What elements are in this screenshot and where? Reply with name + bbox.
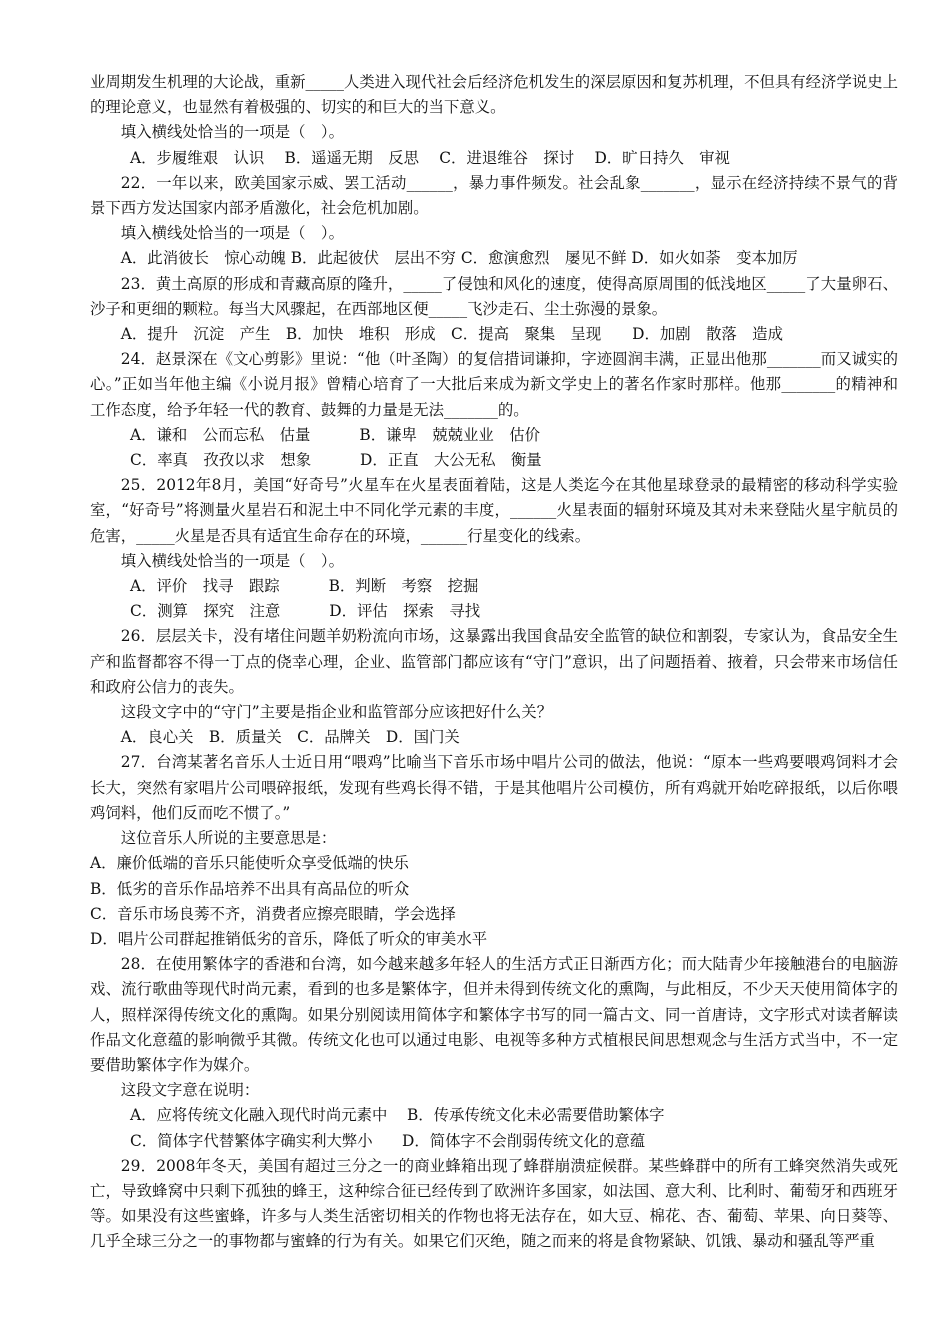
- q27-option-b: B．低劣的音乐作品培养不出具有高品位的听众: [90, 879, 410, 898]
- q21-prompt: 填入横线处恰当的一项是（ ）。: [120, 123, 344, 142]
- q24-stem: 24．赵景深在《文心剪影》里说：“他（叶圣陶）的复信措词谦抑，字迹圆润丰满，正显出他那_______而又诚实的心。”正如当年他主编《小说月报》曾精心培育了一大批后来成为新文学史上的著名作家时那样。他那_______的精神和工作态度，给予年轻一代的教育、鼓舞的力量是无法_______的。: [90, 350, 898, 419]
- q25-prompt: 填入横线处恰当的一项是（ ）。: [120, 551, 344, 570]
- q28-option-d: D．简体字不会削弱传统文化的意蕴: [402, 1131, 646, 1150]
- q27-option-a: A．廉价低端的音乐只能使听众享受低端的快乐: [90, 854, 409, 873]
- q22-prompt: 填入横线处恰当的一项是（ ）。: [120, 224, 344, 243]
- q22-options: A．此消彼长 惊心动魄 B．此起彼伏 层出不穷 C．愈演愈烈 屡见不鲜 D．如火如荼 变本加厉: [120, 249, 798, 268]
- q25-option-d: D．评估 探索 寻找: [329, 602, 481, 621]
- q24-option-b: B．谦卑 兢兢业业 估价: [359, 425, 540, 444]
- q24-option-a: A．谦和 公而忘私 估量: [130, 425, 311, 444]
- q26-prompt: 这段文字中的“守门”主要是指企业和监管部分应该把好什么关？: [120, 703, 553, 722]
- q27-option-c: C．音乐市场良莠不齐，消费者应擦亮眼睛，学会选择: [90, 904, 456, 923]
- q25-option-a: A．评价 找寻 跟踪: [130, 577, 280, 596]
- q28-option-a: A．应将传统文化融入现代时尚元素中: [130, 1106, 388, 1125]
- q26-options: A．良心关 B．质量关 C．品牌关 D．国门关: [120, 728, 460, 747]
- q28-prompt: 这段文字意在说明：: [120, 1081, 260, 1100]
- q25-stem: 25．2012年8月，美国“好奇号”火星车在火星表面着陆，这是人类迄今在其他星球登录的最精密的移动科学实验室，“好奇号”将测量火星岩石和泥土中不同化学元素的丰度，______火星表面的辐射环境及其对未来登陆火星宇航员的危害，_____火星是否具有适宜生命存在的环境，______行星变化的线索。: [90, 476, 898, 545]
- q28-option-b: B．传承传统文化未必需要借助繁体字: [406, 1106, 665, 1125]
- q24-options-row1: [90, 423, 898, 448]
- q27-prompt: 这位音乐人所说的主要意思是：: [120, 829, 337, 848]
- q26-stem: 26．层层关卡，没有堵住问题羊奶粉流向市场，这暴露出我国食品安全监管的缺位和割裂，专家认为，食品安全生产和监督都容不得一丁点的侥幸心理，企业、监管部门都应该有“守门”意识，出了问题捂着、掖着，只会带来市场信任和政府公信力的丧失。: [90, 627, 898, 696]
- q25-options-row2: [90, 599, 898, 624]
- q25-options-row1: [90, 574, 898, 599]
- q29-stem: 29．2008年冬天，美国有超过三分之一的商业蜂箱出现了蜂群崩溃症候群。某些蜂群中的所有工蜂突然消失或死亡，导致蜂窝中只剩下孤独的蜂王，这种综合征已经传到了欧洲许多国家，如法国、意大利、比利时、葡萄牙和西班牙等。如果没有这些蜜蜂，许多与人类生活密切相关的作物也将无法存在，如大豆、棉花、杏、葡萄、苹果、向日葵等、几乎全球三分之一的事物都与蜜蜂的行为有关。如果它们灭绝，随之而来的将是食物紧缺、饥饿、暴动和骚乱等严重: [90, 1156, 898, 1251]
- q24-option-c: C．率真 孜孜以求 想象: [130, 451, 312, 470]
- q28-options-row1: [90, 1103, 898, 1128]
- q24-options-row2: [90, 448, 898, 473]
- q22-stem: 22．一年以来，欧美国家示威、罢工活动______，暴力事件频发。社会乱象_______，显示在经济持续不景气的背景下西方发达国家内部矛盾激化，社会危机加剧。: [90, 173, 898, 218]
- q25-option-b: B．判断 考察 挖掘: [328, 577, 479, 596]
- q23-stem: 23．黄土高原的形成和青藏高原的隆升，_____了侵蚀和风化的速度，使得高原周围的低浅地区_____了大量卵石、沙子和更细的颗粒。每当大风骤起，在西部地区便_____飞沙走石、尘土弥漫的景象。: [90, 274, 898, 318]
- q27-stem: 27．台湾某著名音乐人士近日用“喂鸡”比喻当下音乐市场中唱片公司的做法，他说：“原本一些鸡要喂鸡饲料才会长大，突然有家唱片公司喂碎报纸，发现有些鸡长得不错，于是其他唱片公司模仿，所有鸡就开始吃碎报纸，以后你喂鸡饲料，他们反而吃不惯了。”: [90, 753, 898, 822]
- q23-options: A．提升 沉淀 产生 B．加快 堆积 形成 C．提高 聚集 呈现 D．加剧 散落 造成: [120, 325, 783, 344]
- q28-options-row2: [90, 1129, 898, 1154]
- q27-option-d: D．唱片公司群起推销低劣的音乐，降低了听众的审美水平: [90, 929, 488, 948]
- exam-page: [90, 70, 898, 1255]
- q24-option-d: D．正直 大公无私 衡量: [360, 451, 542, 470]
- q28-stem: 28．在使用繁体字的香港和台湾，如今越来越多年轻人的生活方式正日渐西方化；而大陆青少年接触港台的电脑游戏、流行歌曲等现代时尚元素，看到的也多是繁体字，但并未得到传统文化的熏陶，与此相反，不少天天使用简体字的人，照样深得传统文化的熏陶。如果分别阅读用简体字和繁体字书写的同一篇古文、同一首唐诗，文字形式对读者解读作品文化意蕴的影响微乎其微。传统文化也可以通过电影、电视等多种方式植根民间思想观念与生活方式当中，不一定要借助繁体字作为媒介。: [90, 955, 898, 1074]
- q21-options: A．步履维艰 认识 B．遥遥无期 反思 C．进退维谷 探讨 D．旷日持久 审视: [130, 148, 730, 167]
- intro-paragraph: 业周期发生机理的大论战，重新_____人类进入现代社会后经济危机发生的深层原因和复苏机理，不但具有经济学说史上的理论意义，也显然有着极强的、切实的和巨大的当下意义。: [90, 73, 899, 117]
- q28-option-c: C．简体字代替繁体字确实利大弊小: [130, 1131, 373, 1150]
- q25-option-c: C．测算 探究 注意: [130, 602, 281, 621]
